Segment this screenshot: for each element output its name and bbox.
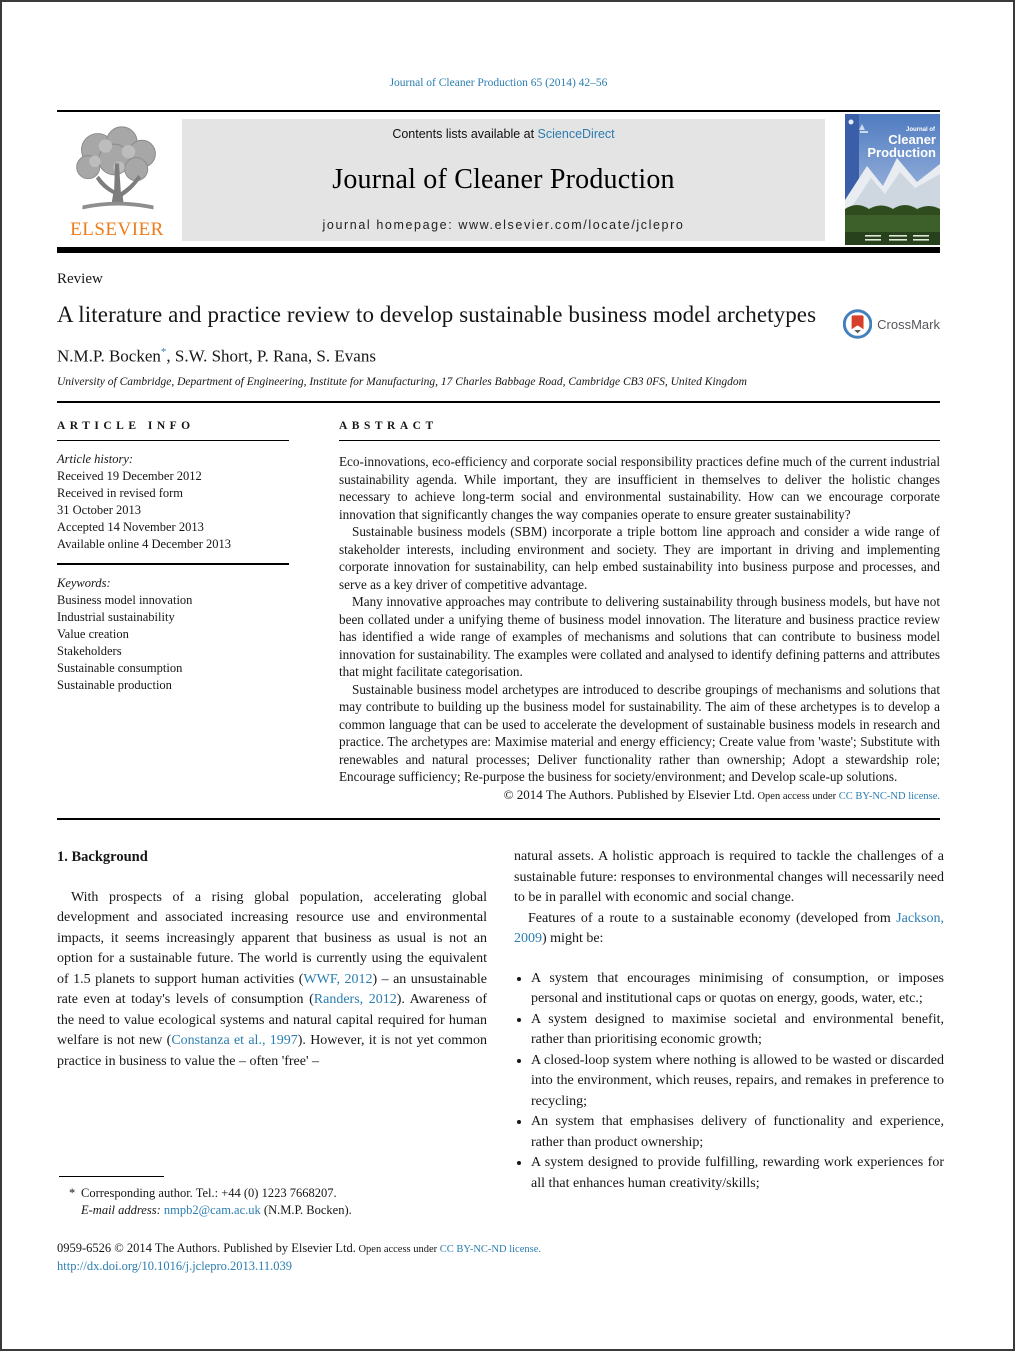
article-info-column: [57, 420, 289, 803]
issn-copyright-line: [57, 1240, 541, 1258]
paragraph-text: ) might be:: [542, 931, 604, 947]
keywords-label: Keywords:: [57, 575, 111, 590]
author-bocken: N.M.P. Bocken: [57, 346, 161, 366]
cover-production-text: Production: [867, 145, 936, 160]
body-paragraph-2: natural assets. A holistic approach is required to tackle the challenges of a sustainable future: responses to environmental changes will necessarily need to be in parallel with economic and social change.: [514, 849, 944, 906]
article-info-heading: ARTICLE INFO: [57, 419, 195, 432]
body-paragraph-3: [514, 909, 944, 950]
cover-journal-of-text: Journal of: [905, 127, 935, 133]
cc-license-link-bottom[interactable]: CC BY-NC-ND license.: [439, 1244, 541, 1255]
abstract-paragraph: Many innovative approaches may contribute to delivering sustainability through business models, but have not been collated under a unifying theme of business model innovation. The literature and business practice review has identified a wide range of examples of mechanisms and solutions that can contribute to business model innovation for sustainability. The examples were collated and analysed to identify defining patterns and attributes that might facilitate categorisation.: [339, 594, 940, 680]
elsevier-tree-icon: [69, 123, 165, 219]
author-line: [57, 346, 940, 367]
info-abstract-section: [57, 420, 940, 803]
footnote-asterisk: *: [69, 1186, 76, 1200]
abstract-copyright-line: [339, 787, 940, 803]
page-header-citation: [57, 2, 940, 90]
copyright-text: © 2014 The Authors. Published by Elsevier Ltd.: [503, 786, 755, 802]
citation-link-jackson-2009[interactable]: Jackson, 2009: [514, 910, 944, 947]
keyword: Sustainable production: [57, 677, 172, 692]
imprint-block: [57, 1240, 541, 1275]
bullet-item: • A system designed to provide fulfilling, rewarding work experiences for all that enhances human creativity/skills;: [531, 1153, 944, 1194]
bullet-item: • A system designed to maximise societal and environmental benefit, rather than prioritising economic growth;: [531, 1010, 944, 1051]
footnote-text: Corresponding author. Tel.: +44 (0) 1223 7668207.: [81, 1186, 337, 1200]
article-history-block: [57, 451, 289, 553]
sustainable-economy-bullet-list: [514, 969, 944, 1195]
journal-title: Journal of Cleaner Production: [332, 163, 675, 195]
email-suffix: (N.M.P. Bocken).: [260, 1203, 352, 1217]
bullet-item: • An system that emphasises delivery of functionality and experience, rather than product ownership;: [531, 1112, 944, 1153]
contents-line: [192, 127, 815, 141]
elsevier-logo[interactable]: [57, 119, 177, 241]
affiliation-line: University of Cambridge, Department of Engineering, Institute for Manufacturing, 17 Charles Babbage Road, Cambridge CB3 0FS, United Kingdom: [57, 375, 747, 388]
email-label: E-mail address:: [81, 1203, 161, 1217]
footnote-line-1: [59, 1185, 504, 1202]
keyword: Value creation: [57, 626, 129, 641]
article-type-label: Review: [57, 271, 103, 287]
keyword: Industrial sustainability: [57, 609, 175, 624]
abstract-heading-rule: [339, 440, 940, 442]
paragraph-text: With prospects of a rising global population, accelerating global development and associated increasing resource use and environmental impacts, it seems increasingly apparent that business as usual is not an option for a sustainable future. The world is currently using the equivalent of 1.5 planets to support human activities (: [57, 889, 487, 987]
history-line: 31 October 2013: [57, 503, 142, 518]
paragraph-text: Features of a route to a sustainable economy (developed from: [528, 910, 897, 926]
open-access-prefix: Open access under: [355, 1244, 440, 1255]
header-top-rule: [57, 110, 940, 112]
abstract-heading: ABSTRACT: [339, 419, 438, 432]
abstract-column: [339, 420, 940, 803]
citation-link[interactable]: Journal of Cleaner Production 65 (2014) 42–56: [389, 77, 608, 89]
crossmark-badge[interactable]: [843, 297, 940, 351]
bullet-item: • A system that encourages minimising of consumption, or imposes personal and institutional caps or quotas on energy, goods, water, etc.;: [531, 969, 944, 1010]
corresponding-author-footnote: [59, 1176, 504, 1219]
cc-license-link[interactable]: CC BY-NC-ND license.: [838, 790, 940, 802]
crossmark-icon: [843, 303, 872, 345]
body-paragraph-1: [57, 888, 487, 1073]
abstract-paragraph: Sustainable business model archetypes are introduced to describe groupings of mechanisms and solutions that may contribute to building up the business model for sustainability. The aim of these archetypes is to develop a common language that can be used to accelerate the development of sustainable business models in research and practice. The archetypes are: Maximise material and energy efficiency; Create value from 'waste'; Substitute with renewables and natural processes; Deliver functionality rather than ownership; Adopt a stewardship role; Encourage sufficiency; Re-purpose the business for society/environment; and Develop scale-up solutions.: [339, 681, 940, 785]
history-line: Received 19 December 2012: [57, 469, 202, 484]
citation-link-wwf-2012[interactable]: WWF, 2012: [303, 971, 373, 987]
doi-link[interactable]: http://dx.doi.org/10.1016/j.jclepro.2013.11.039: [57, 1259, 293, 1273]
article-info-heading-rule: [57, 440, 289, 442]
paragraph-text: ) – an unsustainable rate even at today's levels of consumption (: [57, 971, 487, 1008]
masthead-bottom-bar: [57, 247, 940, 253]
sciencedirect-link[interactable]: ScienceDirect: [537, 127, 615, 141]
authors-rest: , S.W. Short, P. Rana, S. Evans: [166, 346, 376, 366]
article-history-label: Article history:: [57, 452, 134, 467]
issn-text: 0959-6526 © 2014 The Authors. Published by Elsevier Ltd.: [57, 1241, 356, 1255]
history-line: Received in revised form: [57, 486, 183, 501]
paragraph-text: ). However, it is not yet common practice in business to value the – often 'free' –: [57, 1033, 488, 1069]
citation-link-constanza-1997[interactable]: Constanza et al., 1997: [171, 1033, 298, 1049]
open-access-prefix: Open access under: [754, 790, 839, 802]
footnote-rule: [59, 1176, 164, 1177]
article-body: [57, 847, 944, 1194]
keywords-separator-rule: [57, 563, 289, 565]
abstract-text: [339, 453, 940, 786]
keyword: Stakeholders: [57, 643, 122, 658]
crossmark-label: CrossMark: [877, 316, 940, 332]
journal-banner: [182, 119, 825, 241]
contents-prefix: Contents lists available at: [392, 127, 538, 141]
section-1-heading: 1. Background: [57, 849, 148, 866]
abstract-paragraph: Eco-innovations, eco-efficiency and corporate social responsibility practices define much of the current industrial sustainability agenda. While important, they are insufficient in themselves to deliver the holistic changes necessary to achieve long-term social and environmental sustainability. How can we encourage corporate innovation that significantly changes the way companies operate to ensure greater sustainability?: [339, 454, 940, 522]
keyword: Sustainable consumption: [57, 660, 183, 675]
article-title: A literature and practice review to develop sustainable business model archetypes: [57, 302, 817, 327]
title-section-rule: [57, 401, 940, 403]
keyword: Business model innovation: [57, 592, 193, 607]
abstract-paragraph: Sustainable business models (SBM) incorporate a triple bottom line approach and consider a wide range of stakeholder interests, including environment and society. They are important in driving and implementing corporate innovation for sustainability, can help embed sustainability into business purpose and processes, and serve as a key driver of competitive advantage.: [339, 524, 940, 592]
corresponding-author-asterisk[interactable]: *: [160, 346, 167, 358]
body-right-column: [514, 847, 944, 1194]
cover-cleaner-text: Cleaner: [888, 132, 936, 147]
author-email-link[interactable]: nmpb2@cam.ac.uk: [163, 1203, 261, 1217]
doi-line: [57, 1258, 541, 1275]
paragraph-text: ). Awareness of the need to value ecological systems and natural capital required for human welfare is not new (: [57, 992, 487, 1049]
journal-homepage-line[interactable]: journal homepage: www.elsevier.com/locate/jclepro: [322, 218, 685, 232]
abstract-bottom-rule: [57, 818, 940, 821]
open-access-note: [755, 791, 940, 802]
citation-link-randers-2012[interactable]: Randers, 2012: [313, 992, 397, 1008]
history-line: Available online 4 December 2013: [57, 537, 232, 552]
journal-cover-thumbnail[interactable]: [845, 114, 940, 245]
open-access-note-bottom: [356, 1244, 541, 1255]
footnote-line-2: [59, 1202, 504, 1219]
bullet-item: • A closed-loop system where nothing is allowed to be wasted or discarded into the environment, which reuses, repairs, and remakes in preference to recycling;: [531, 1051, 944, 1113]
keywords-block: [57, 575, 289, 694]
history-line: Accepted 14 November 2013: [57, 520, 204, 535]
masthead: [57, 119, 940, 241]
elsevier-wordmark: ELSEVIER: [70, 219, 164, 240]
body-left-column: [57, 847, 487, 1194]
